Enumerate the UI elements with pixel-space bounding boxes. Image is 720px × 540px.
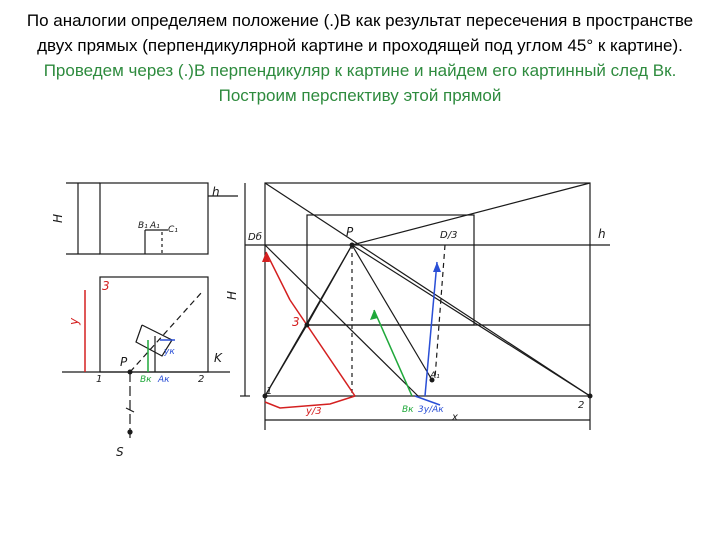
label-2-left: 2 bbox=[198, 374, 205, 385]
point-P-right bbox=[350, 243, 355, 248]
point-P-left bbox=[128, 370, 133, 375]
label-y-left: y bbox=[67, 317, 81, 325]
label-y3: y/3 bbox=[306, 406, 322, 417]
label-h-left: h bbox=[212, 185, 220, 199]
label-2-right: 2 bbox=[578, 400, 585, 411]
label-yA: 3y/Aк bbox=[418, 405, 444, 415]
caption-green: Проведем через (.)В перпендикуляр к картине и найдем его картинный след Вк. Построим перспективу этой прямой bbox=[43, 61, 677, 105]
label-Ak-left: Aк bbox=[158, 375, 170, 385]
label-C1: C₁ bbox=[168, 225, 178, 235]
plan-view-rect bbox=[100, 277, 208, 372]
label-K: K bbox=[214, 351, 222, 365]
label-3-right: 3 bbox=[292, 315, 300, 329]
label-yk: yк bbox=[164, 347, 175, 357]
label-1-right: 1 bbox=[266, 386, 273, 397]
label-Dd: Dб bbox=[248, 232, 262, 243]
label-Bk-left: Bк bbox=[140, 375, 152, 385]
label-H-left: H bbox=[51, 213, 65, 223]
label-Bk-right: Bк bbox=[402, 405, 414, 415]
label-h-right: h bbox=[598, 227, 606, 241]
label-D3: D/3 bbox=[440, 230, 458, 241]
label-P-right: P bbox=[346, 225, 354, 239]
front-view-rect bbox=[100, 183, 208, 254]
label-1-left: 1 bbox=[96, 374, 103, 385]
red-line-3 bbox=[290, 300, 355, 396]
label-S: S bbox=[116, 445, 124, 459]
diagonal-45-line bbox=[130, 292, 202, 372]
green-line-Bk bbox=[374, 310, 412, 396]
label-A1: A₁ bbox=[150, 221, 160, 231]
label-3-left: 3 bbox=[102, 279, 110, 293]
label-A1-right: A₁ bbox=[430, 371, 440, 381]
label-H-right: H bbox=[225, 290, 239, 300]
label-P-left: P bbox=[120, 355, 128, 369]
caption-black: По аналогии определяем положение (.)В как результат пересечения в пространстве двух прямых (перпендикулярной картине и проходящей под углом 45° к картине). bbox=[26, 11, 694, 55]
label-x: x bbox=[452, 412, 458, 423]
label-B1: B₁ bbox=[138, 221, 148, 231]
